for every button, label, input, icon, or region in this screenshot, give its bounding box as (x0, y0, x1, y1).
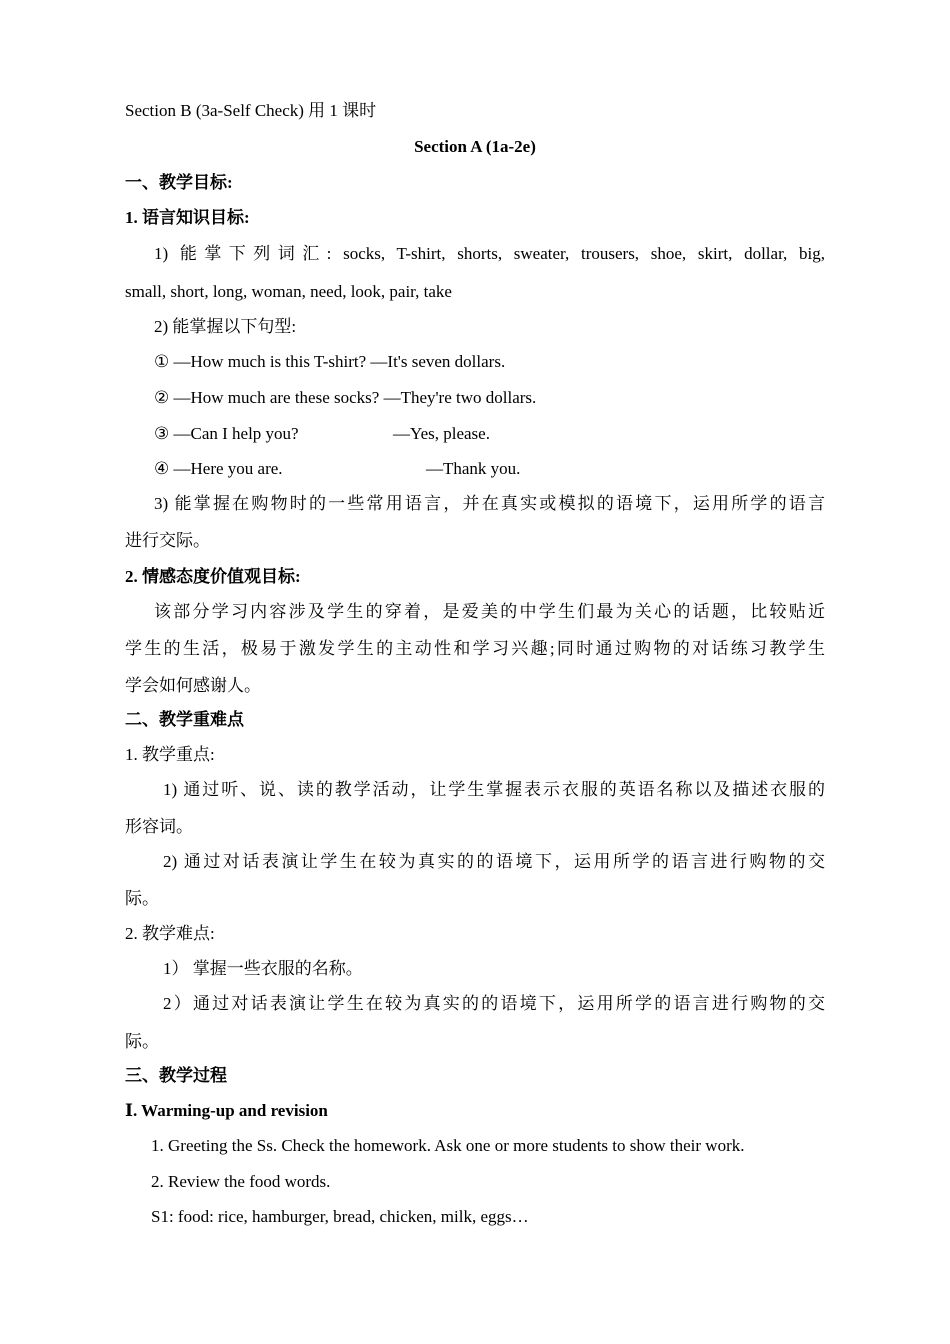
heading-key-difficult-points: 二、教学重难点 (125, 710, 244, 729)
patterns-intro: 2) 能掌握以下句型: (154, 317, 297, 336)
heading-teaching-goals: 一、教学目标: (125, 173, 233, 192)
key-point-1-line-2: 形容词。 (125, 817, 193, 836)
pattern-4-question: ④ —Here you are. (154, 459, 283, 478)
pattern-3-answer: —Yes, please. (393, 424, 490, 443)
vocab-line-2: small, short, long, woman, need, look, pair, take (125, 282, 452, 301)
pattern-1: ① —How much is this T-shirt? —It's seven dollars. (154, 352, 506, 371)
key-point-2-line-2: 际。 (125, 889, 159, 908)
heading-teaching-process: 三、教学过程 (125, 1066, 227, 1085)
pattern-2: ② —How much are these socks? —They're two dollars. (154, 388, 537, 407)
section-title: Section A (1a-2e) (414, 137, 536, 156)
subheading-language-goals: 1. 语言知识目标: (125, 208, 250, 227)
difficult-point-2-line-1: 2）通过对话表演让学生在较为真实的的语境下，运用所学的语言进行购物的交 (163, 994, 825, 1013)
step-1-title: Ⅰ. Warming-up and revision (125, 1101, 328, 1120)
subheading-emotion-goals: 2. 情感态度价值观目标: (125, 567, 301, 586)
pattern-4-answer: —Thank you. (426, 459, 521, 478)
goal-3-line-2: 进行交际。 (125, 531, 210, 550)
emotion-line-1: 该部分学习内容涉及学生的穿着，是爱美的中学生们最为关心的话题，比较贴近 (154, 602, 825, 621)
pattern-3-question: ③ —Can I help you? (154, 424, 299, 443)
top-note: Section B (3a-Self Check) 用 1 课时 (125, 101, 377, 120)
goal-3-line-1: 3) 能掌握在购物时的一些常用语言，并在真实或模拟的语境下，运用所学的语言 (154, 494, 825, 513)
vocab-line-1: 1) 能掌下列词汇: socks, T-shirt, shorts, sweater, trousers, shoe, skirt, dollar, big, (154, 244, 825, 263)
emotion-line-2: 学生的生活，极易于激发学生的主动性和学习兴趣;同时通过购物的对话练习教学生 (125, 639, 825, 658)
difficult-point-2-line-2: 际。 (125, 1032, 159, 1051)
difficult-points-title: 2. 教学难点: (125, 924, 215, 943)
step-1-s1-example: S1: food: rice, hamburger, bread, chicken, milk, eggs… (151, 1207, 529, 1226)
emotion-line-3: 学会如何感谢人。 (125, 676, 261, 695)
key-point-2-line-1: 2) 通过对话表演让学生在较为真实的的语境下，运用所学的语言进行购物的交 (163, 852, 825, 871)
key-point-1-line-1: 1) 通过听、说、读的教学活动，让学生掌握表示衣服的英语名称以及描述衣服的 (163, 780, 825, 799)
step-1-item-2: 2. Review the food words. (151, 1172, 331, 1191)
difficult-point-1: 1） 掌握一些衣服的名称。 (163, 959, 363, 978)
key-points-title: 1. 教学重点: (125, 745, 215, 764)
step-1-item-1: 1. Greeting the Ss. Check the homework. Ask one or more students to show their work. (151, 1136, 745, 1155)
